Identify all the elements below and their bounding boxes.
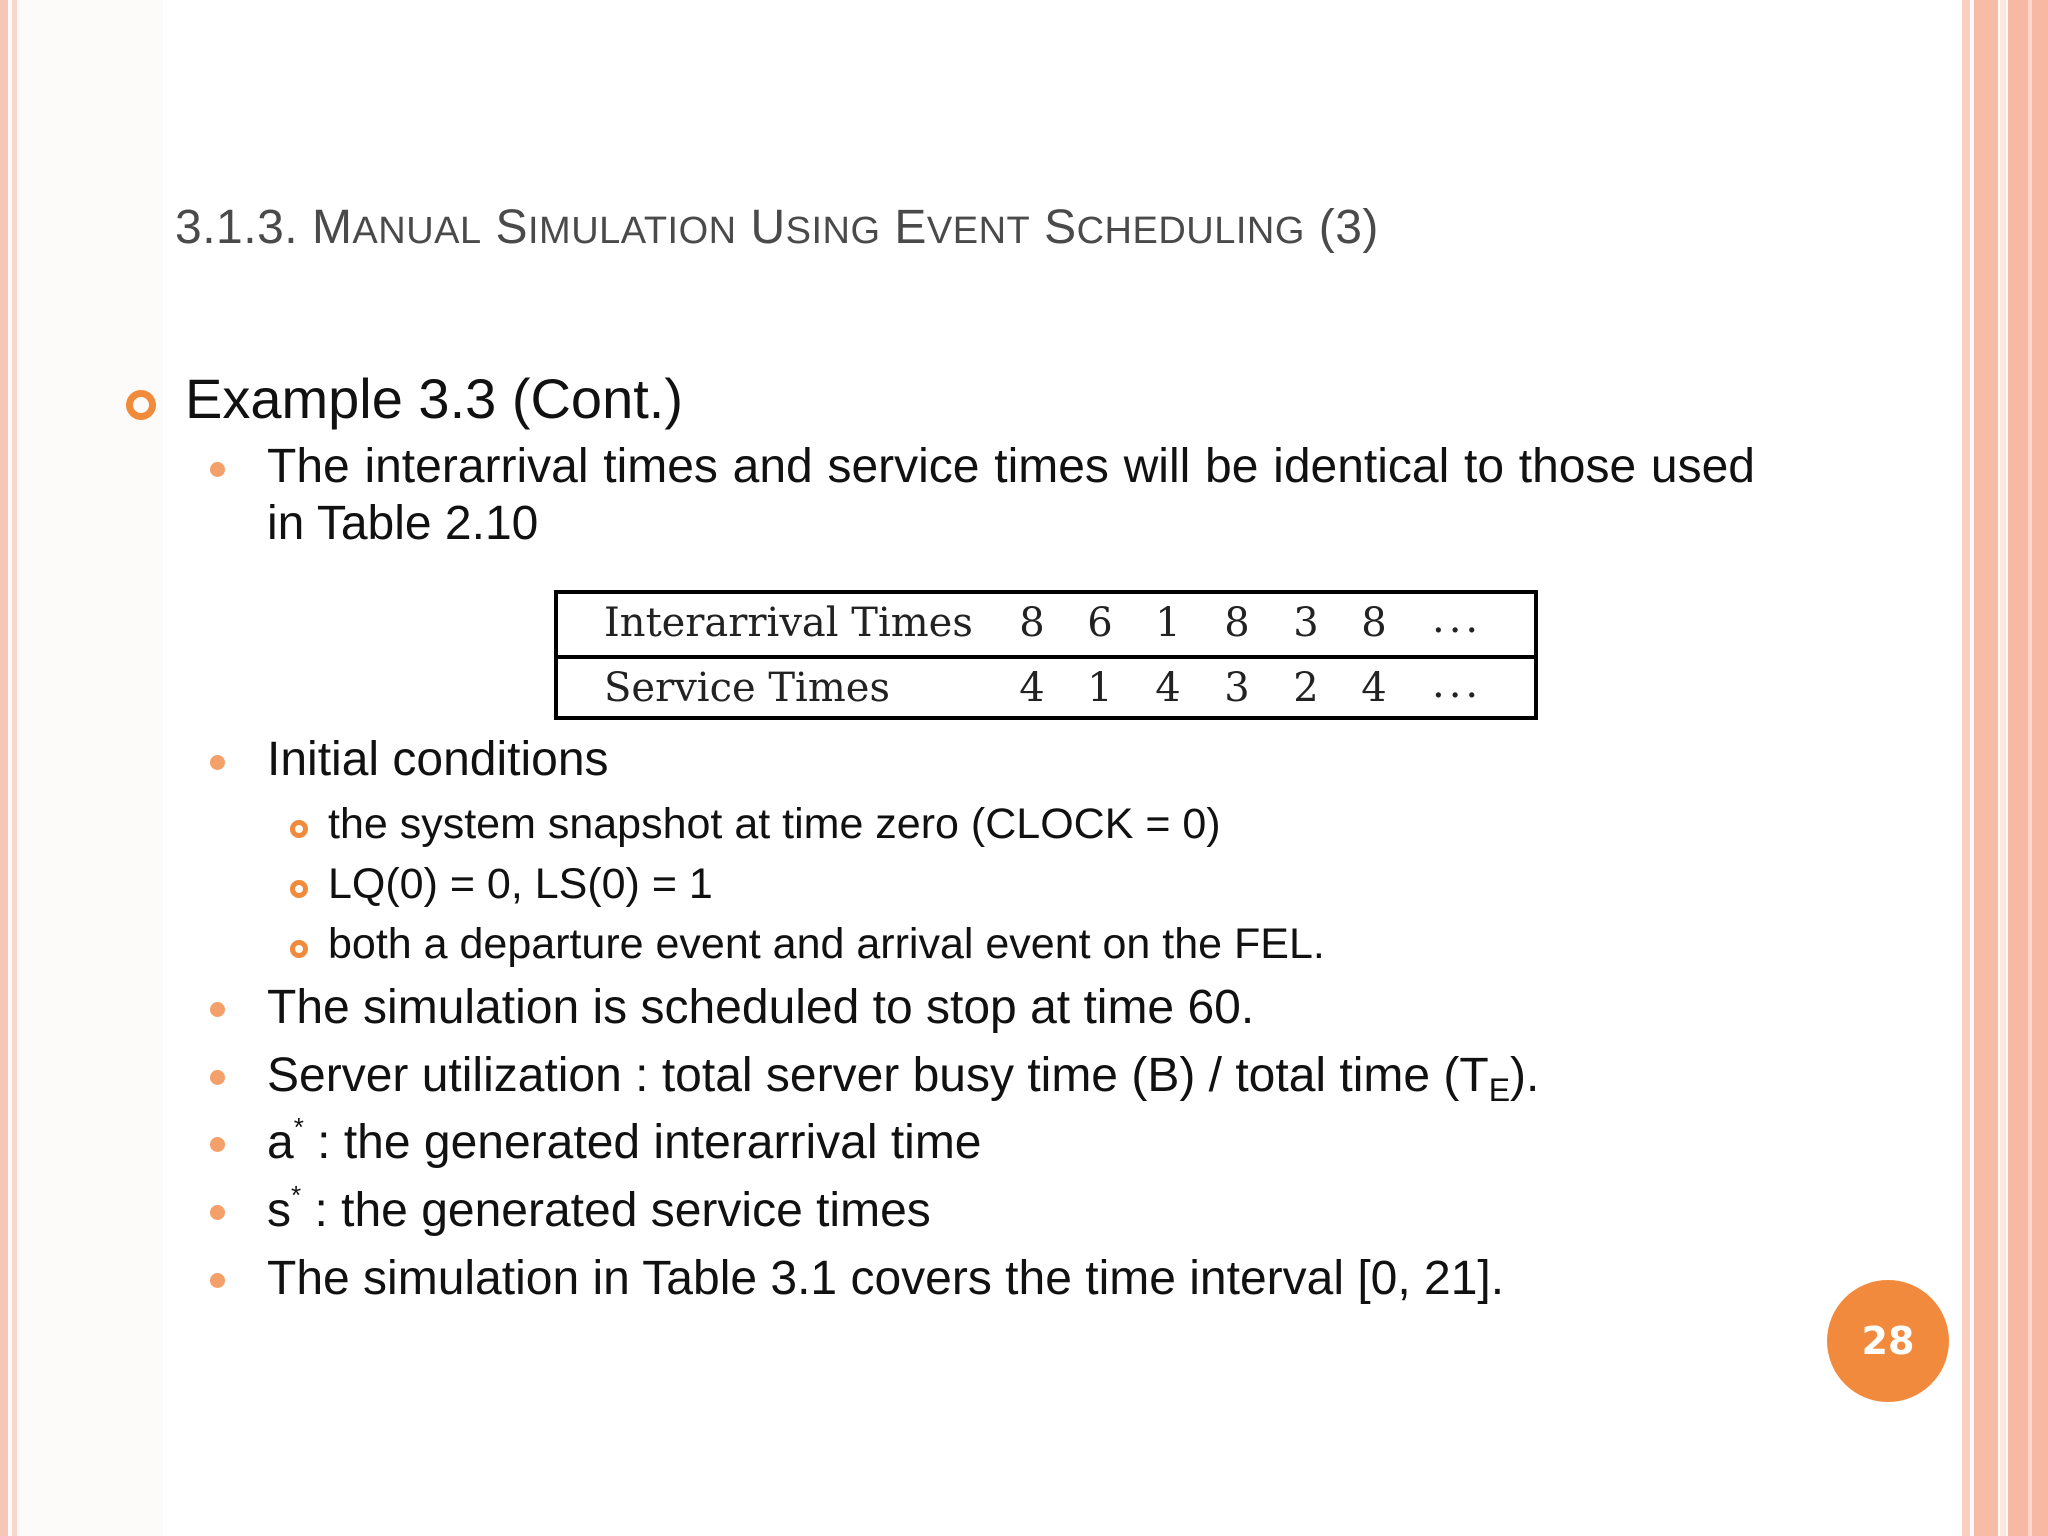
bullet-dot-icon (210, 755, 225, 770)
row-label: Interarrival Times (604, 600, 973, 646)
bullet-initial-conditions: Initial conditions (267, 733, 609, 786)
right-decorative-bar (1974, 0, 1998, 1536)
example-heading: Example 3.3 (Cont.) (185, 367, 683, 430)
table-row-service (558, 659, 1534, 720)
sub-bullet-fel: both a departure event and arrival event on the FEL. (328, 920, 1325, 968)
sub-bullet-snapshot: the system snapshot at time zero (CLOCK = 0) (328, 800, 1221, 848)
table-cell: 8 (1224, 600, 1250, 646)
table-cell: 3 (1293, 600, 1319, 646)
row-label: Service Times (604, 665, 890, 711)
ring-bullet-icon (290, 940, 308, 958)
right-decorative-bar (2000, 0, 2006, 1536)
bullet-stop-time: The simulation is scheduled to stop at time 60. (267, 981, 1255, 1034)
bullet-identical-times: The interarrival times and service times will be identical to those used in Table 2.10 (267, 440, 1755, 550)
left-decorative-stripe (0, 0, 8, 1536)
bullet-dot-icon (210, 462, 225, 477)
table-ellipsis: ... (1432, 661, 1483, 707)
ring-bullet-icon (290, 880, 308, 898)
table-cell: 4 (1155, 665, 1181, 711)
bullet-dot-icon (210, 1002, 225, 1017)
table-cell: 1 (1155, 600, 1181, 646)
table-cell: 4 (1361, 665, 1387, 711)
table-ellipsis: ... (1432, 596, 1483, 642)
left-decorative-stripe-inner (12, 0, 17, 1536)
ring-bullet-icon (290, 820, 308, 838)
ring-bullet-icon (126, 390, 156, 420)
table-cell: 1 (1087, 665, 1113, 711)
bullet-dot-icon (210, 1273, 225, 1288)
bullet-service-var: s* : the generated service times (267, 1180, 931, 1237)
times-table (554, 590, 1538, 720)
table-cell: 6 (1087, 600, 1113, 646)
bullet-interarrival-var: a* : the generated interarrival time (267, 1112, 982, 1169)
table-cell: 4 (1019, 665, 1045, 711)
table-row-interarrival (558, 594, 1534, 659)
table-cell: 3 (1224, 665, 1250, 711)
table-cell: 2 (1293, 665, 1319, 711)
table-cell: 8 (1361, 600, 1387, 646)
bullet-dot-icon (210, 1137, 225, 1152)
right-decorative-bar (1962, 0, 1970, 1536)
page-number-badge: 28 (1827, 1280, 1949, 1402)
bullet-time-interval: The simulation in Table 3.1 covers the time interval [0, 21]. (267, 1252, 1505, 1305)
right-decorative-bar (2028, 0, 2032, 1536)
bullet-dot-icon (210, 1070, 225, 1085)
slide-title: 3.1.3. MANUAL SIMULATION USING EVENT SCHEDULING (3) (175, 201, 1379, 254)
bullet-dot-icon (210, 1205, 225, 1220)
bullet-server-utilization: Server utilization : total server busy time (B) / total time $(T_E)$. (267, 1049, 1540, 1108)
table-cell: 8 (1019, 600, 1045, 646)
sub-bullet-lq-ls: LQ(0) = 0, LS(0) = 1 (328, 860, 713, 908)
